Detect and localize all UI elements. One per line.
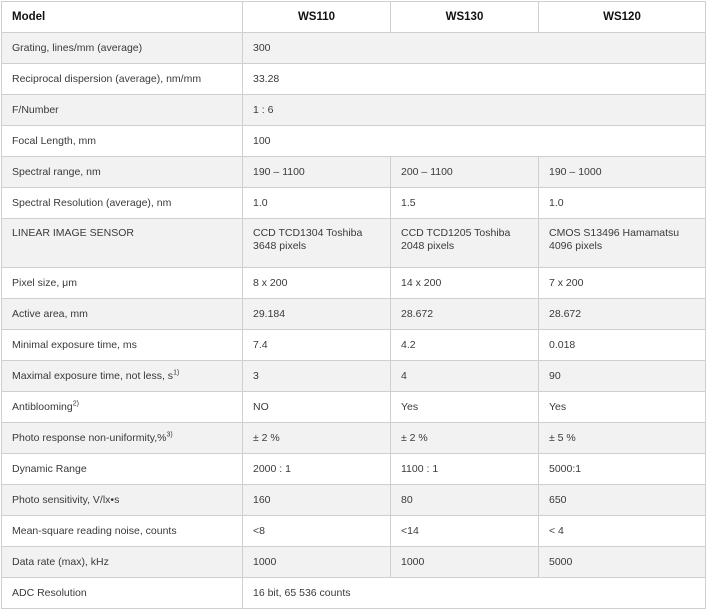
table-cell: 90	[539, 361, 706, 392]
row-label	[2, 188, 243, 219]
table-row	[2, 485, 706, 516]
row-label-text: Spectral Resolution (average), nm	[12, 196, 172, 209]
table-cell: 1000	[391, 547, 539, 578]
row-label-text: Data rate (max), kHz	[12, 555, 109, 568]
table-cell: <14	[391, 516, 539, 547]
table-row	[2, 392, 706, 423]
table-body	[2, 33, 706, 609]
table-cell: 0.018	[539, 330, 706, 361]
cell-line: 4096 pixels	[549, 240, 603, 252]
table-cell: 14 x 200	[391, 268, 539, 299]
table-cell: 1.0	[539, 188, 706, 219]
row-label-text: Photo response non-uniformity,%	[12, 431, 167, 444]
header-ws110: WS110	[243, 2, 391, 33]
table-cell: 16 bit, 65 536 counts	[243, 578, 706, 609]
cell-line: 3648 pixels	[253, 240, 307, 252]
table-cell: 200 – 1100	[391, 157, 539, 188]
table-row	[2, 330, 706, 361]
table-cell: Yes	[391, 392, 539, 423]
row-label	[2, 361, 243, 392]
row-label	[2, 485, 243, 516]
footnote-marker: 3)	[166, 431, 173, 438]
table-row	[2, 157, 706, 188]
table-cell: 5000:1	[539, 454, 706, 485]
table-cell	[539, 219, 706, 268]
footnote-marker: 1)	[173, 369, 180, 376]
cell-line: CMOS S13496 Hamamatsu	[549, 227, 680, 239]
header-row	[2, 2, 706, 33]
row-label-text: LINEAR IMAGE SENSOR	[12, 227, 134, 239]
row-label	[2, 126, 243, 157]
row-label	[2, 392, 243, 423]
table-row	[2, 64, 706, 95]
table-row	[2, 188, 706, 219]
table-row	[2, 33, 706, 64]
row-label	[2, 157, 243, 188]
row-label-text: Photo sensitivity, V/lx•s	[12, 493, 120, 506]
table-row	[2, 361, 706, 392]
row-label	[2, 268, 243, 299]
row-label-text: Reciprocal dispersion (average), nm/mm	[12, 72, 202, 85]
table-cell: 1.5	[391, 188, 539, 219]
table-row	[2, 547, 706, 578]
table-cell: Yes	[539, 392, 706, 423]
row-label-text: ADC Resolution	[12, 586, 87, 599]
row-label	[2, 219, 243, 268]
row-label	[2, 299, 243, 330]
table-cell: 29.184	[243, 299, 391, 330]
table-row	[2, 219, 706, 268]
table-cell: 100	[243, 126, 706, 157]
header-ws130: WS130	[391, 2, 539, 33]
table-cell: NO	[243, 392, 391, 423]
table-row	[2, 516, 706, 547]
table-cell: 7 x 200	[539, 268, 706, 299]
table-cell: 1000	[243, 547, 391, 578]
table-cell: 2000 : 1	[243, 454, 391, 485]
table-cell: 190 – 1100	[243, 157, 391, 188]
row-label-text: Maximal exposure time, not less, s	[12, 369, 174, 382]
table-cell: ± 2 %	[391, 423, 539, 454]
table-row	[2, 95, 706, 126]
row-label-text: F/Number	[12, 103, 59, 116]
table-cell: 8 x 200	[243, 268, 391, 299]
table-row	[2, 578, 706, 609]
cell-line: 2048 pixels	[401, 240, 455, 252]
table-cell: 4.2	[391, 330, 539, 361]
table-cell: 4	[391, 361, 539, 392]
row-label	[2, 516, 243, 547]
table-cell: 28.672	[391, 299, 539, 330]
row-label-text: Grating, lines/mm (average)	[12, 41, 143, 54]
row-label	[2, 33, 243, 64]
row-label	[2, 64, 243, 95]
row-label	[2, 578, 243, 609]
cell-line: CCD TCD1304 Toshiba	[253, 227, 363, 239]
table-cell: < 4	[539, 516, 706, 547]
table-row	[2, 268, 706, 299]
table-row	[2, 126, 706, 157]
table-cell: 1 : 6	[243, 95, 706, 126]
row-label	[2, 330, 243, 361]
table-cell: 3	[243, 361, 391, 392]
table-row	[2, 299, 706, 330]
table-header	[2, 2, 706, 33]
table-cell: 190 – 1000	[539, 157, 706, 188]
table-cell: 5000	[539, 547, 706, 578]
table-cell	[243, 219, 391, 268]
spec-table	[1, 1, 706, 609]
table-cell	[391, 219, 539, 268]
table-cell: 33.28	[243, 64, 706, 95]
table-cell: 7.4	[243, 330, 391, 361]
row-label-text: Mean-square reading noise, counts	[12, 524, 177, 537]
cell-line: CCD TCD1205 Toshiba	[401, 227, 511, 239]
row-label-text: Pixel size, μm	[12, 276, 77, 289]
table-cell: 1.0	[243, 188, 391, 219]
table-cell: ± 5 %	[539, 423, 706, 454]
header-ws120: WS120	[539, 2, 706, 33]
row-label-text: Dynamic Range	[12, 462, 87, 475]
table-cell: 300	[243, 33, 706, 64]
row-label-text: Minimal exposure time, ms	[12, 338, 137, 351]
table-row	[2, 423, 706, 454]
row-label	[2, 547, 243, 578]
row-label-text: Active area, mm	[12, 307, 88, 320]
table-cell: <8	[243, 516, 391, 547]
table-cell: ± 2 %	[243, 423, 391, 454]
table-row	[2, 454, 706, 485]
table-cell: 1100 : 1	[391, 454, 539, 485]
row-label	[2, 95, 243, 126]
footnote-marker: 2)	[72, 400, 79, 407]
table-cell: 650	[539, 485, 706, 516]
row-label	[2, 423, 243, 454]
table-cell: 80	[391, 485, 539, 516]
row-label-text: Antiblooming	[12, 400, 73, 413]
table-cell: 28.672	[539, 299, 706, 330]
row-label-text: Focal Length, mm	[12, 134, 97, 147]
header-model: Model	[2, 2, 243, 33]
row-label-text: Spectral range, nm	[12, 165, 101, 178]
row-label	[2, 454, 243, 485]
table-cell: 160	[243, 485, 391, 516]
